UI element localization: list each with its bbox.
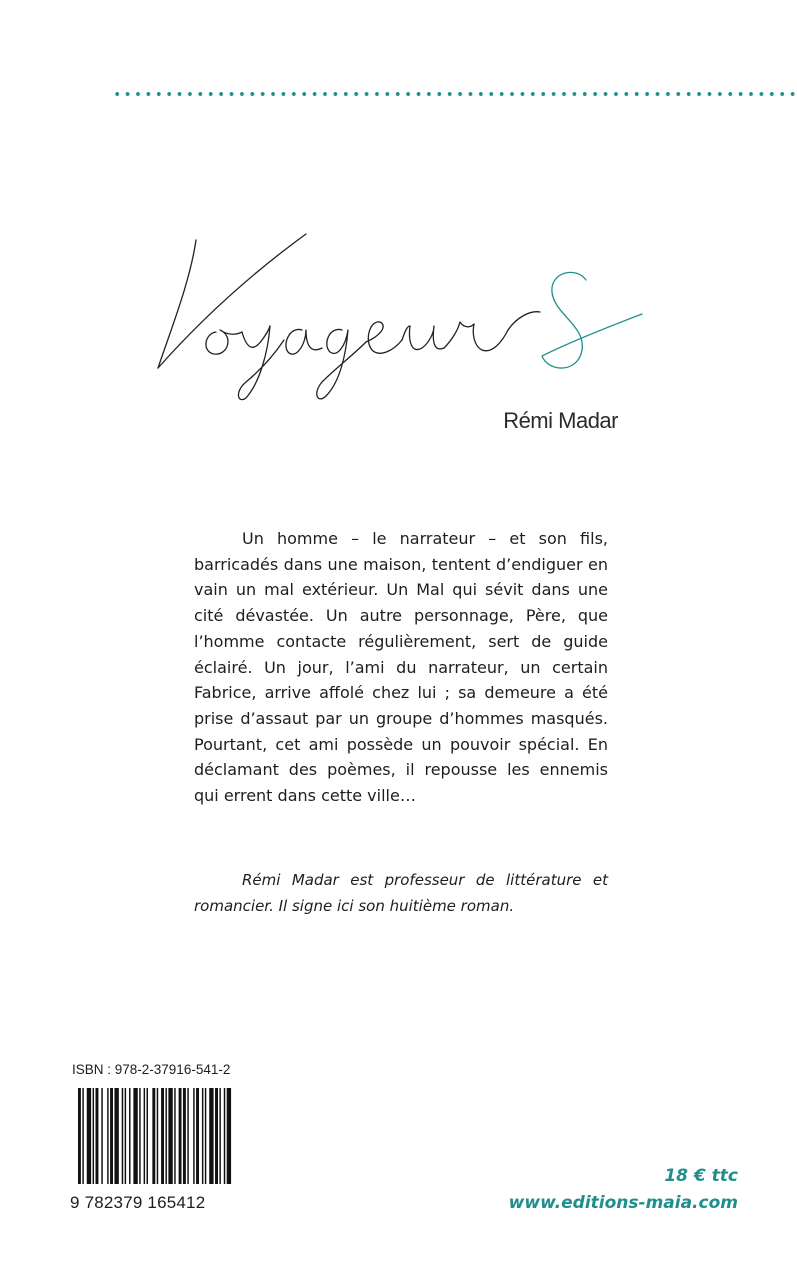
barcode-bar bbox=[114, 1088, 118, 1184]
barcode-bar bbox=[93, 1088, 94, 1184]
barcode-bar bbox=[152, 1088, 155, 1184]
dotted-divider bbox=[112, 90, 797, 98]
barcode-bar bbox=[157, 1088, 158, 1184]
barcode-bar bbox=[219, 1088, 220, 1184]
barcode-bar bbox=[147, 1088, 148, 1184]
barcode-bar bbox=[202, 1088, 203, 1184]
barcode-bar bbox=[183, 1088, 186, 1184]
barcode-bar bbox=[107, 1088, 108, 1184]
book-title-script bbox=[130, 222, 650, 402]
author-name: Rémi Madar bbox=[503, 408, 618, 433]
barcode-bar bbox=[101, 1088, 102, 1184]
barcode-bar bbox=[96, 1088, 99, 1184]
barcode-bar bbox=[133, 1088, 137, 1184]
barcode-bar bbox=[179, 1088, 182, 1184]
barcode-bar bbox=[209, 1088, 213, 1184]
barcode-bar bbox=[205, 1088, 206, 1184]
barcode-bar bbox=[224, 1088, 225, 1184]
barcode-bar bbox=[82, 1088, 83, 1184]
barcode-bar bbox=[129, 1088, 130, 1184]
isbn-label: ISBN : 978-2-37916-541-2 bbox=[72, 1062, 231, 1077]
barcode-icon bbox=[78, 1088, 234, 1184]
barcode-bar bbox=[174, 1088, 175, 1184]
barcode-bar bbox=[215, 1088, 218, 1184]
barcode-bar bbox=[125, 1088, 126, 1184]
barcode-bar bbox=[193, 1088, 194, 1184]
book-title-text bbox=[0, 0, 1, 1]
price-label: 18 € ttc bbox=[664, 1166, 738, 1186]
author-bio: Rémi Madar est professeur de littérature et romancier. Il signe ici son huitième roman. bbox=[194, 871, 608, 915]
barcode-bar bbox=[165, 1088, 166, 1184]
barcode-bar bbox=[78, 1088, 81, 1184]
barcode-bar bbox=[139, 1088, 140, 1184]
barcode-bar bbox=[227, 1088, 231, 1184]
barcode-bar bbox=[110, 1088, 113, 1184]
barcode-bar bbox=[161, 1088, 164, 1184]
publisher-website: www.editions-maia.com bbox=[508, 1193, 738, 1213]
barcode-bar bbox=[122, 1088, 123, 1184]
synopsis-paragraph: Un homme – le narrateur – et son fils, barricadés dans une maison, tentent d’endiguer en vain un mal extérieur. Un Mal qui sévit dans une cité dévastée. Un autre personnage, Père, que l’homme contacte régulièrement, sert de guide éclairé. Un jour, l’ami du narrateur, un certain Fabrice, arrive affolé chez lui ; sa demeure a été prise d’assaut par un groupe d’hommes masqués. Pourtant, cet ami possède un pouvoir spécial. En déclamant des poèmes, il repousse les ennemis qui errent dans cette ville… bbox=[194, 529, 608, 806]
barcode-bar bbox=[187, 1088, 188, 1184]
barcode-bar bbox=[196, 1088, 199, 1184]
barcode-bar bbox=[144, 1088, 145, 1184]
barcode-bar bbox=[87, 1088, 91, 1184]
barcode-digits: 9 782379 165412 bbox=[70, 1193, 206, 1212]
barcode-bar bbox=[168, 1088, 172, 1184]
